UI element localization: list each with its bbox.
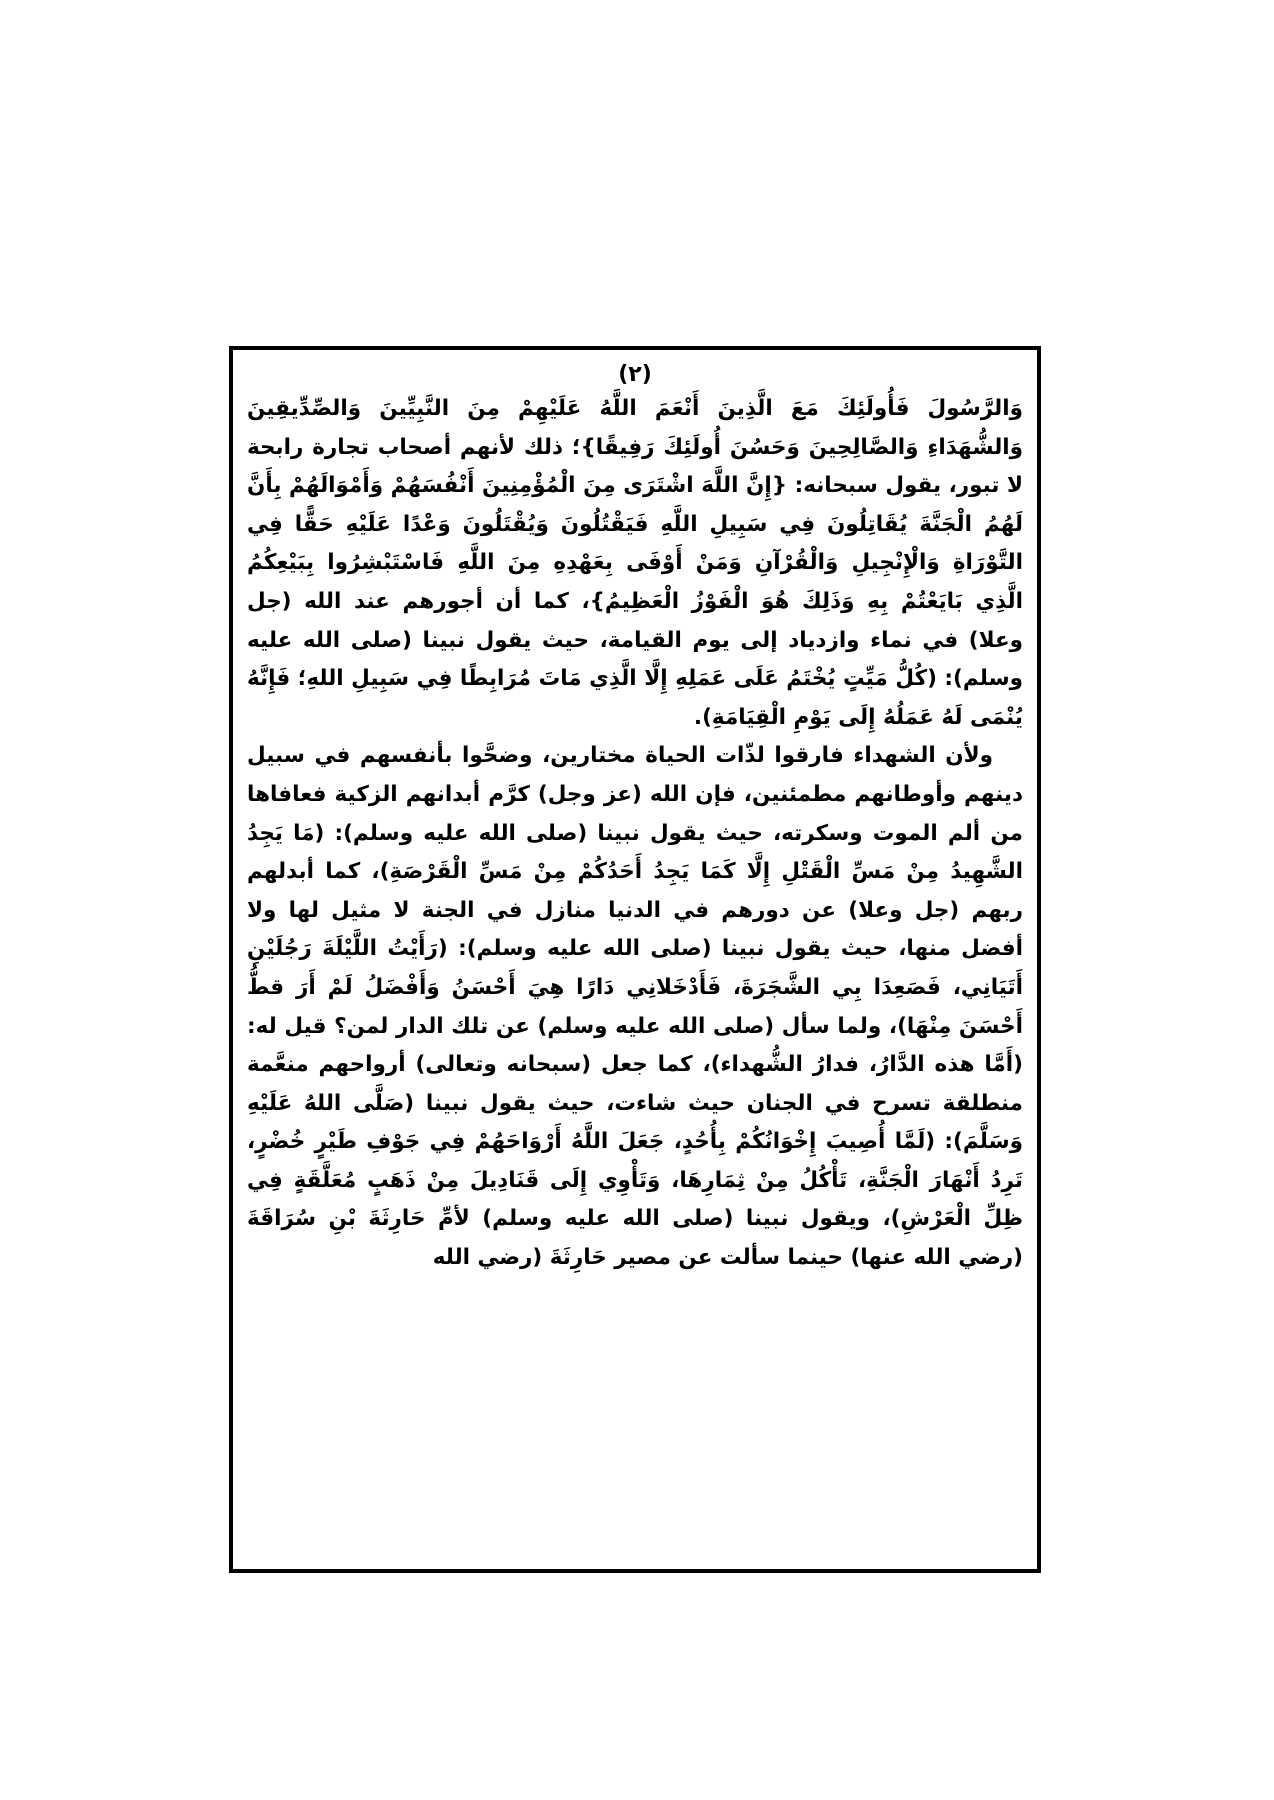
paragraph-1: وَالرَّسُولَ فَأُولَئِكَ مَعَ الَّذِينَ أَنْعَمَ اللَّهُ عَلَيْهِمْ مِنَ النَّبِيِّينَ وَالصِّدِّيقِينَ وَالشُّهَدَاءِ وَالصَّالِحِينَ وَحَسُنَ أُولَئِكَ رَفِيقًا}؛ ذلك لأنهم أصحاب تجارة رابحة لا تبور، يقول سبحانه: {إِنَّ اللَّهَ اشْتَرَى مِنَ الْمُؤْمِنِينَ أَنْفُسَهُمْ وَأَمْوَالَهُمْ بِأَنَّ لَهُمُ الْجَنَّةَ يُقَاتِلُونَ فِي سَبِيلِ اللَّهِ فَيَقْتُلُونَ وَيُقْتَلُونَ وَعْدًا عَلَيْهِ حَقًّا فِي التَّوْرَاةِ وَالْإِنْجِيلِ وَالْقُرْآنِ وَمَنْ أَوْفَى بِعَهْدِهِ مِنَ اللَّهِ فَاسْتَبْشِرُوا بِبَيْعِكُمُ الَّذِي بَايَعْتُمْ بِهِ وَذَلِكَ هُوَ الْفَوْزُ الْعَظِيمُ}، كما أن أجورهم عند الله (جل وعلا) في نماء وازدياد إلى يوم القيامة، حيث يقول نبينا (صلى الله عليه وسلم): (كُلُّ مَيِّتٍ يُخْتَمُ عَلَى عَمَلِهِ إِلَّا الَّذِي مَاتَ مُرَابِطًا فِي سَبِيلِ اللهِ؛ فَإِنَّهُ يُنْمَى لَهُ عَمَلُهُ إِلَى يَوْمِ الْقِيَامَةِ). bbox=[247, 396, 1023, 730]
page-frame bbox=[229, 346, 1041, 1573]
page-number: (٢) bbox=[618, 362, 652, 387]
paragraph-2: ولأن الشهداء فارقوا لذّات الحياة مختارين، وضحَّوا بأنفسهم في سبيل دينهم وأوطانهم مطمئنين، فإن الله (عز وجل) كرَّم أبدانهم الزكية فعافاها من ألم الموت وسكرته، حيث يقول نبينا (صلى الله عليه وسلم): (مَا يَجِدُ الشَّهِيدُ مِنْ مَسِّ الْقَتْلِ إِلَّا كَمَا يَجِدُ أَحَدُكُمْ مِنْ مَسِّ الْقَرْصَةِ)، كما أبدلهم ربهم (جل وعلا) عن دورهم في الدنيا منازل في الجنة لا مثيل لها ولا أفضل منها، حيث يقول نبينا (صلى الله عليه وسلم): (رَأَيْتُ اللَّيْلَةَ رَجُلَيْنِ أَتَيَانِي، فَصَعِدَا بِي الشَّجَرَةَ، فَأَدْخَلانِي دَارًا هِيَ أَحْسَنُ وَأَفْضَلُ لَمْ أَرَ قطُّ أَحْسَنَ مِنْهَا)، ولما سأل (صلى الله عليه وسلم) عن تلك الدار لمن؟ قيل له: (أَمَّا هذه الدَّارُ، فدارُ الشُّهداء)، كما جعل (سبحانه وتعالى) أرواحهم منعَّمة منطلقة تسرح في الجنان حيث شاءت، حيث يقول نبينا (صَلَّى اللهُ عَلَيْهِ وَسَلَّمَ): (لَمَّا أُصِيبَ إِخْوَانُكُمْ بِأُحُدٍ، جَعَلَ اللَّهُ أَرْوَاحَهُمْ فِي جَوْفِ طَيْرٍ خُضْرٍ، تَرِدُ أَنْهَارَ الْجَنَّةِ، تَأْكُلُ مِنْ ثِمَارِهَا، وَتَأْوِي إِلَى قَنَادِيلَ مِنْ ذَهَبٍ مُعَلَّقَةٍ فِي ظِلِّ الْعَرْشِ)، ويقول نبينا (صلى الله عليه وسلم) لأمِّ حَارِثَةَ بْنِ سُرَاقَةَ (رضي الله عنها) حينما سألت عن مصير حَارِثَةَ (رضي الله bbox=[247, 743, 1023, 1271]
